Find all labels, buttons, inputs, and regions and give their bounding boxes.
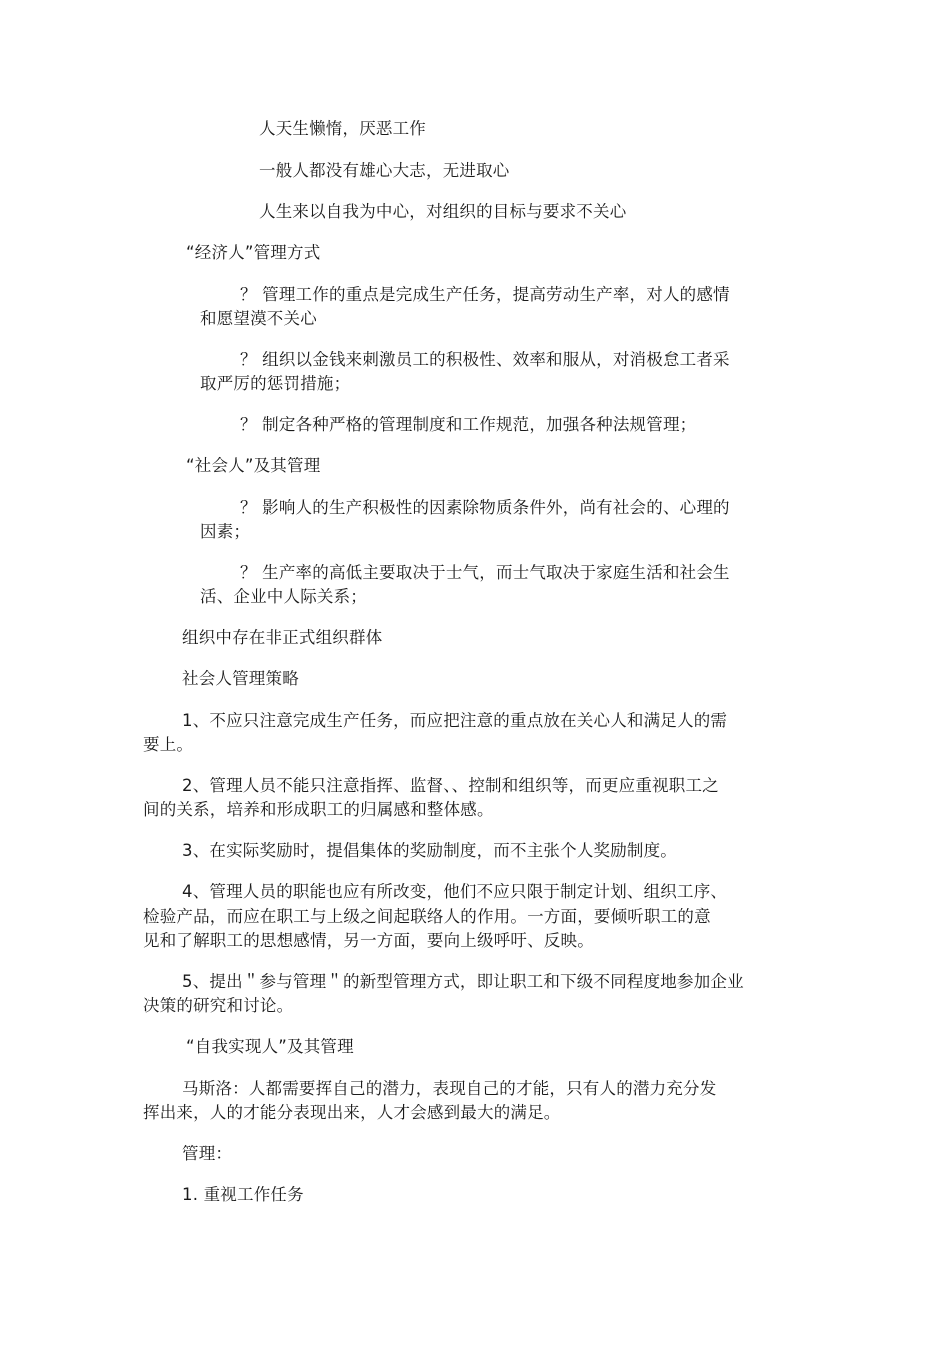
economic-point-3: ？ 制定各种严格的管理制度和工作规范，加强各种法规管理； bbox=[240, 415, 697, 434]
section-heading-economic-man: “经济人”管理方式 bbox=[186, 243, 321, 262]
section-heading-social-strategy: 社会人管理策略 bbox=[182, 669, 299, 688]
maslow-text: 马斯洛：人都需要挥自己的潜力，表现自己的才能，只有人的潜力充分发 bbox=[182, 1079, 717, 1098]
economic-point-2: ？ 组织以金钱来刺激员工的积极性、效率和服从，对消极怠工者采 bbox=[240, 350, 730, 369]
strategy-item-1: 1、不应只注意完成生产任务，而应把注意的重点放在关心人和满足人的需 bbox=[182, 711, 728, 730]
informal-groups-text: 组织中存在非正式组织群体 bbox=[182, 628, 383, 647]
strategy-item-5: 5、提出＂参与管理＂的新型管理方式，即让职工和下级不同程度地参加企业 bbox=[182, 972, 744, 991]
strategy-item-1-cont: 要上。 bbox=[143, 735, 194, 754]
management-item-1: 1. 重视工作任务 bbox=[182, 1185, 304, 1204]
social-point-2: ？ 生产率的高低主要取决于士气，而士气取决于家庭生活和社会生 bbox=[240, 563, 730, 582]
economic-point-1-cont: 和愿望漠不关心 bbox=[200, 309, 317, 328]
strategy-item-2-cont: 间的关系，培养和形成职工的归属感和整体感。 bbox=[143, 800, 494, 819]
section-heading-social-man: “社会人”及其管理 bbox=[186, 456, 321, 475]
assumption-self-centered: 人生来以自我为中心，对组织的目标与要求不关心 bbox=[259, 202, 627, 221]
section-heading-self-actualizing-man: “自我实现人”及其管理 bbox=[186, 1037, 354, 1056]
assumption-no-ambition: 一般人都没有雄心大志，无进取心 bbox=[259, 161, 510, 180]
strategy-item-4: 4、管理人员的职能也应有所改变，他们不应只限于制定计划、组织工序、 bbox=[182, 882, 728, 901]
strategy-item-2: 2、管理人员不能只注意指挥、监督、、控制和组织等，而更应重视职工之 bbox=[182, 776, 719, 795]
strategy-item-4-cont-1: 检验产品，而应在职工与上级之间起联络人的作用。一方面，要倾听职工的意 bbox=[143, 907, 711, 926]
strategy-item-4-cont-2: 见和了解职工的思想感情，另一方面，要向上级呼吁、反映。 bbox=[143, 931, 594, 950]
economic-point-1: ？ 管理工作的重点是完成生产任务，提高劳动生产率，对人的感情 bbox=[240, 285, 730, 304]
social-point-1-cont: 因素； bbox=[200, 522, 251, 541]
social-point-2-cont: 活、企业中人际关系； bbox=[200, 587, 367, 606]
management-label: 管理： bbox=[182, 1144, 233, 1163]
social-point-1: ？ 影响人的生产积极性的因素除物质条件外，尚有社会的、心理的 bbox=[240, 498, 730, 517]
assumption-lazy: 人天生懒惰，厌恶工作 bbox=[259, 119, 426, 138]
strategy-item-5-cont: 决策的研究和讨论。 bbox=[143, 996, 294, 1015]
strategy-item-3: 3、在实际奖励时，提倡集体的奖励制度，而不主张个人奖励制度。 bbox=[182, 841, 677, 860]
economic-point-2-cont: 取严厉的惩罚措施； bbox=[200, 374, 351, 393]
maslow-text-cont: 挥出来，人的才能分表现出来，人才会感到最大的满足。 bbox=[143, 1103, 561, 1122]
